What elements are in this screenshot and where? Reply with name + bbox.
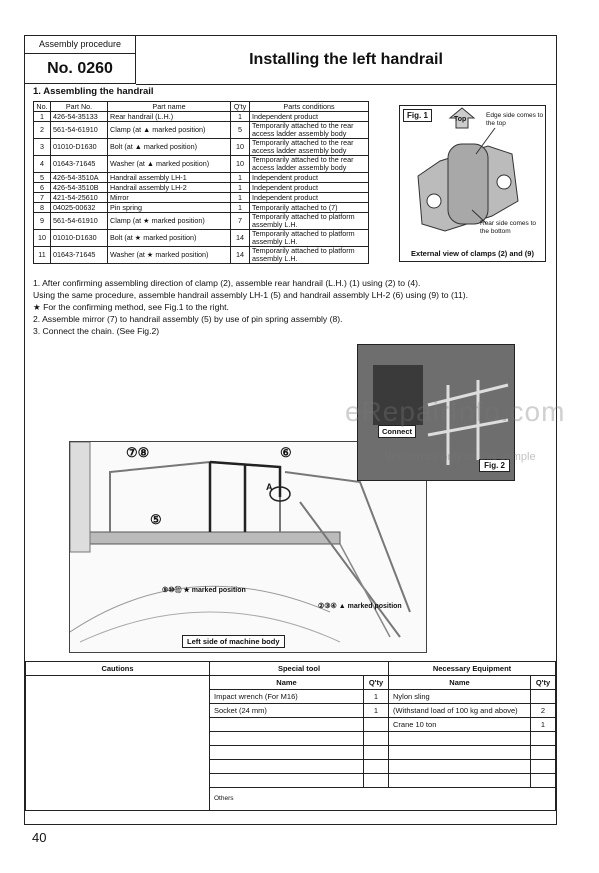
row-part-name: Rear handrail (L.H.) <box>108 112 231 122</box>
table-row <box>34 247 369 264</box>
requirements-table <box>25 661 556 811</box>
row-part-name: Bolt (at ★ marked position) <box>108 230 231 247</box>
row-no: 2 <box>34 122 51 139</box>
procedure-frame <box>24 35 566 825</box>
table-row <box>34 213 369 230</box>
table-row <box>34 139 369 156</box>
equipment-name: Nylon sling <box>389 690 531 704</box>
parts-table <box>33 101 369 264</box>
fig1-caption: External view of clamps (2) and (9) <box>411 249 534 258</box>
page-number: 40 <box>32 830 47 845</box>
tool-name: Socket (24 mm) <box>210 704 364 718</box>
callout-6: ⑥ <box>280 445 292 460</box>
star-marked-label: ⑨⑩⑪ ★ marked position <box>162 587 246 594</box>
step-line: 2. Assemble mirror (7) to handrail assembly (5) by use of pin spring assembly (8). <box>33 314 343 324</box>
row-part-no: 01010-D1630 <box>51 230 108 247</box>
row-qty: 1 <box>231 112 250 122</box>
equipment-name: (Withstand load of 100 kg and above) <box>389 704 531 718</box>
necessary-equipment-header: Necessary Equipment <box>389 662 556 676</box>
callout-a: A <box>266 482 273 492</box>
tool-name <box>210 718 364 732</box>
row-part-name: Pin spring <box>108 203 231 213</box>
row-qty: 14 <box>231 247 250 264</box>
row-conditions: Temporarily attached to the rear access ladder assembly body <box>250 139 369 156</box>
row-part-no: 561-54-61910 <box>51 122 108 139</box>
row-no: 9 <box>34 213 51 230</box>
row-qty: 5 <box>231 122 250 139</box>
row-no: 3 <box>34 139 51 156</box>
row-conditions: Temporarily attached to platform assembly L.H. <box>250 213 369 230</box>
row-part-name: Clamp (at ▲ marked position) <box>108 122 231 139</box>
row-conditions: Independent product <box>250 112 369 122</box>
equipment-qty <box>531 690 556 704</box>
col-part-name: Part name <box>108 102 231 112</box>
row-part-no: 426-54-35133 <box>51 112 108 122</box>
row-part-name: Washer (at ★ marked position) <box>108 247 231 264</box>
fig1-edge-note: Edge side comes to the top <box>486 112 544 127</box>
table-row <box>34 122 369 139</box>
table-row <box>34 230 369 247</box>
fig1-top-label: Top <box>454 116 467 123</box>
table-row <box>34 173 369 183</box>
row-part-name: Mirror <box>108 193 231 203</box>
step-line: ★ For the confirming method, see Fig.1 to the right. <box>33 302 229 312</box>
row-no: 10 <box>34 230 51 247</box>
special-tool-header: Special tool <box>210 662 389 676</box>
row-part-name: Handrail assembly LH-2 <box>108 183 231 193</box>
row-conditions: Independent product <box>250 173 369 183</box>
table-row <box>34 156 369 173</box>
row-conditions: Independent product <box>250 193 369 203</box>
callout-5: ⑤ <box>150 512 162 527</box>
others-cell: Others <box>210 788 556 811</box>
row-part-no: 426-54-3510A <box>51 173 108 183</box>
fig2-label: Fig. 2 <box>479 459 510 472</box>
tool-qty: 1 <box>364 690 389 704</box>
parts-table-header <box>34 102 369 112</box>
row-no: 11 <box>34 247 51 264</box>
fig1-rear-note: Rear side comes to the bottom <box>480 220 536 235</box>
equipment-qty-header: Q'ty <box>531 676 556 690</box>
cautions-header: Cautions <box>26 662 210 676</box>
row-part-name: Bolt (at ▲ marked position) <box>108 139 231 156</box>
row-part-no: 01010-D1630 <box>51 139 108 156</box>
row-qty: 10 <box>231 139 250 156</box>
row-conditions: Temporarily attached to platform assembly L.H. <box>250 230 369 247</box>
row-no: 1 <box>34 112 51 122</box>
row-qty: 1 <box>231 183 250 193</box>
clamp-illustration <box>400 106 545 261</box>
row-no: 6 <box>34 183 51 193</box>
row-no: 4 <box>34 156 51 173</box>
row-part-name: Handrail assembly LH-1 <box>108 173 231 183</box>
tool-name: Impact wrench (For M16) <box>210 690 364 704</box>
fig2-connect-label: Connect <box>378 425 416 438</box>
row-qty: 14 <box>231 230 250 247</box>
steps <box>33 277 468 337</box>
callout-7-8: ⑦⑧ <box>126 445 150 460</box>
table-row <box>34 183 369 193</box>
tool-name-header: Name <box>210 676 364 690</box>
watermark-sub: Watermark only on this sample <box>385 451 536 463</box>
row-qty: 1 <box>231 203 250 213</box>
table-row <box>34 193 369 203</box>
tool-qty: 1 <box>364 704 389 718</box>
row-qty: 1 <box>231 173 250 183</box>
tool-qty-header: Q'ty <box>364 676 389 690</box>
table-row <box>34 112 369 122</box>
col-conditions: Parts conditions <box>250 102 369 112</box>
row-part-no: 01643-71645 <box>51 247 108 264</box>
procedure-label: Assembly procedure <box>25 36 135 54</box>
watermark: eRepairInfo.com <box>345 396 566 427</box>
row-no: 8 <box>34 203 51 213</box>
row-qty: 1 <box>231 193 250 203</box>
col-no: No. <box>34 102 51 112</box>
row-part-no: 04025-00632 <box>51 203 108 213</box>
row-conditions: Temporarily attached to the rear access ladder assembly body <box>250 122 369 139</box>
triangle-marked-label: ②③④ ▲ marked position <box>318 603 402 610</box>
row-part-name: Washer (at ▲ marked position) <box>108 156 231 173</box>
equipment-name: Crane 10 ton <box>389 718 531 732</box>
step-line: 3. Connect the chain. (See Fig.2) <box>33 326 160 336</box>
row-qty: 7 <box>231 213 250 230</box>
row-qty: 10 <box>231 156 250 173</box>
col-qty: Q'ty <box>231 102 250 112</box>
row-part-no: 561-54-61910 <box>51 213 108 230</box>
row-conditions: Temporarily attached to (7) <box>250 203 369 213</box>
cautions-cell <box>26 676 210 811</box>
row-conditions: Temporarily attached to the rear access ladder assembly body <box>250 156 369 173</box>
row-conditions: Independent product <box>250 183 369 193</box>
row-part-no: 421-54-25610 <box>51 193 108 203</box>
row-part-no: 01643-71645 <box>51 156 108 173</box>
figure-1 <box>399 105 546 262</box>
step-line: Using the same procedure, assemble handrail assembly LH-1 (5) and handrail assembly LH-2 (6) using (9) to (11). <box>33 290 468 300</box>
col-part-no: Part No. <box>51 102 108 112</box>
row-part-name: Clamp (at ★ marked position) <box>108 213 231 230</box>
section-heading: 1. Assembling the handrail <box>33 86 154 97</box>
table-row <box>34 203 369 213</box>
drawing-caption: Left side of machine body <box>182 635 285 648</box>
equipment-name-header: Name <box>389 676 531 690</box>
row-no: 5 <box>34 173 51 183</box>
procedure-number: No. 0260 <box>47 60 113 77</box>
page-title: Installing the left handrail <box>136 36 556 85</box>
row-no: 7 <box>34 193 51 203</box>
fig1-label: Fig. 1 <box>403 109 432 122</box>
equipment-qty: 1 <box>531 718 556 732</box>
step-line: 1. After confirming assembling direction of clamp (2), assemble rear handrail (L.H.) (1) using (2) to (4). <box>33 278 421 288</box>
row-part-no: 426-54-3510B <box>51 183 108 193</box>
procedure-box <box>25 36 136 84</box>
row-conditions: Temporarily attached to platform assembly L.H. <box>250 247 369 264</box>
equipment-qty: 2 <box>531 704 556 718</box>
